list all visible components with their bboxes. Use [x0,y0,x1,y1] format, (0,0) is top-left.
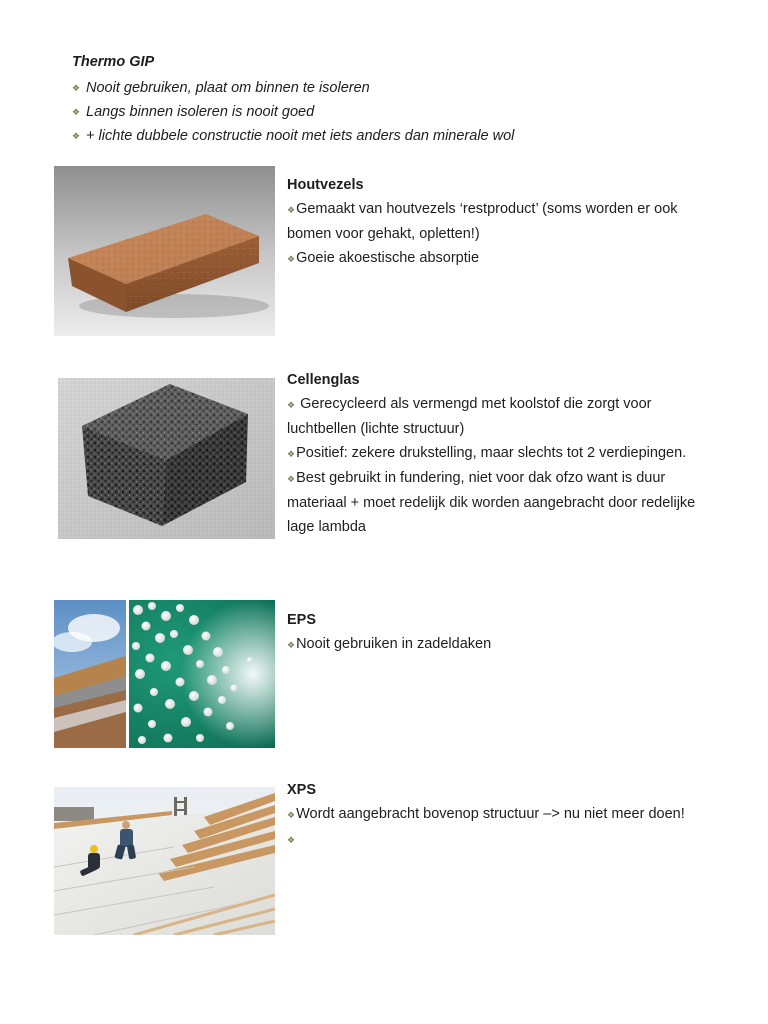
diamond-bullet-icon: ❖ [72,131,81,141]
section-title: Houtvezels [287,177,364,193]
diamond-bullet-icon: ❖ [287,640,296,650]
section-title: Cellenglas [287,372,360,388]
section-title: EPS [287,612,317,628]
houtvezels-text [287,175,717,271]
diamond-bullet-icon: ❖ [287,810,296,820]
paragraph-text: Wordt aangebracht bovenop structuur –> nu niet meer doen! [296,806,685,822]
paragraph-text: Goeie akoestische absorptie [296,250,480,266]
section-paragraph [287,632,717,657]
list-item [72,100,712,124]
list-item-text: Langs binnen isoleren is nooit goed [86,104,315,120]
section-paragraph [287,441,717,466]
section-paragraph [287,392,717,441]
paragraph-text: Best gebruikt in fundering, niet voor dak ofzo want is duur materiaal + moet redelijk dik worden aangebracht door redelijke lage lambda [287,470,696,535]
diamond-bullet-icon: ❖ [287,835,296,845]
thermo-gip-title: Thermo GIP [72,54,155,70]
thermo-gip-list [72,76,712,148]
thermo-gip-block [72,52,712,148]
xps-text [287,780,717,852]
eps-text [287,610,717,657]
list-item-text: Nooit gebruiken, plaat om binnen te isoleren [86,80,370,96]
section-title: XPS [287,782,317,798]
diamond-bullet-icon: ❖ [287,474,296,484]
eps-beads-and-roof-photo [54,600,275,748]
cellenglas-text [287,370,717,539]
xps-roof-installation-photo [54,787,275,935]
section-paragraph [287,466,717,539]
diamond-bullet-icon: ❖ [287,449,296,459]
paragraph-text: Gerecycleerd als vermengd met koolstof die zorgt voor luchtbellen (lichte structuur) [287,396,652,437]
cellular-glass-block-photo [58,378,275,539]
paragraph-text: Gemaakt van houtvezels ‘restproduct’ (soms worden er ook bomen voor gehakt, opletten!) [287,201,678,242]
section-paragraph [287,802,717,827]
paragraph-text: Nooit gebruiken in zadeldaken [296,636,492,652]
diamond-bullet-icon: ❖ [72,107,81,117]
wood-fiber-board-photo [54,166,275,336]
list-item-text: + lichte dubbele constructie nooit met iets anders dan minerale wol [86,128,515,144]
diamond-bullet-icon: ❖ [72,83,81,93]
diamond-bullet-icon: ❖ [287,205,296,215]
section-paragraph [287,827,717,852]
diamond-bullet-icon: ❖ [287,400,296,410]
section-paragraph [287,197,717,246]
paragraph-text: Positief: zekere drukstelling, maar slechts tot 2 verdiepingen. [296,445,687,461]
list-item [72,76,712,100]
list-item [72,124,712,148]
diamond-bullet-icon: ❖ [287,254,296,264]
section-paragraph [287,246,717,271]
